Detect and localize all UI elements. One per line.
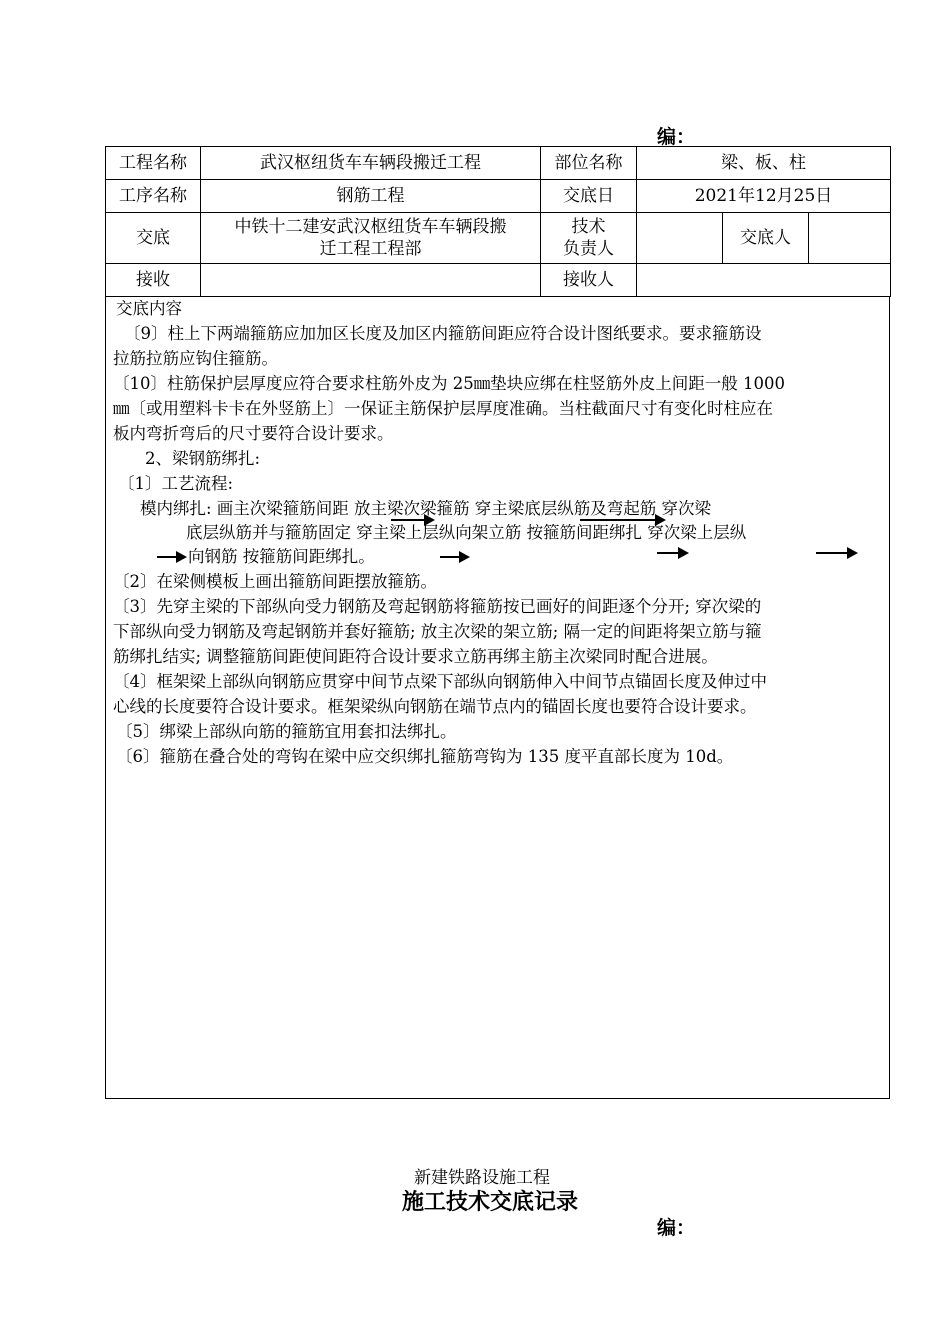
process-flow-line: 模内绑扎: 画主次梁箍筋间距 放主梁次梁箍筋 穿主梁底层纵筋及弯起筋 穿次梁 [140,499,712,518]
content-line: 〔3〕先穿主梁的下部纵向受力钢筋及弯起钢筋将箍筋按已画好的间距逐个分开; 穿次梁的 [113,597,762,616]
content-line: 〔6〕箍筋在叠合处的弯钩在梁中应交织绑扎箍筋弯钩为 135 度平直部长度为 10d。 [116,747,734,766]
content-line: 心线的长度要符合设计要求。框架梁纵向钢筋在端节点内的锚固长度也要符合设计要求。 [113,697,757,716]
part-name-value: 梁、板、柱 [637,147,891,180]
content-line: 〔10〕柱筋保护层厚度应符合要求柱筋外皮为 25㎜垫块应绑在柱竖筋外皮上间距一般 1000 [113,374,785,393]
content-line: 板内弯折弯后的尺寸要符合设计要求。 [113,424,394,443]
discloser-person-value [809,213,891,264]
discloser-person-label: 交底人 [723,213,809,264]
receiver-value [201,264,541,297]
content-line: 〔2〕在梁侧模板上画出箍筋间距摆放箍筋。 [113,572,437,591]
table-row [106,147,891,180]
project-name-value: 武汉枢纽货车车辆段搬迁工程 [201,147,541,180]
content-heading: 交底内容 [116,299,182,318]
process-flow-line: 向钢筋 按箍筋间距绑扎。 [188,547,375,566]
disclosure-date-label: 交底日 [541,180,637,213]
tech-lead-label-line2: 负责人 [563,239,614,259]
flow-arrow-icon [657,547,689,559]
tech-lead-label [541,213,637,264]
info-table [105,146,891,297]
receiver-person-value [637,264,891,297]
discloser-org-label: 交底 [106,213,201,264]
content-line: 2、梁钢筋绑扎: [145,449,261,468]
discloser-org-value [201,213,541,264]
tech-lead-value [637,213,723,264]
project-name-label: 工程名称 [106,147,201,180]
content-line: 〔9〕柱上下两端箍筋应加加区长度及加区内箍筋间距应符合设计图纸要求。要求箍筋设 [124,324,762,343]
content-line: ㎜〔或用塑料卡卡在外竖筋上〕一保证主筋保护层厚度准确。当柱截面尺寸有变化时柱应在 [113,399,773,418]
content-line: 〔4〕框架梁上部纵向钢筋应贯穿中间节点梁下部纵向钢筋伸入中间节点锚固长度及伸过中 [113,672,767,691]
discloser-org-line2: 迁工程工程部 [319,239,422,259]
process-name-value: 钢筋工程 [201,180,541,213]
receiver-person-label: 接收人 [541,264,637,297]
discloser-org-line1: 中铁十二建安武汉枢纽货车车辆段搬 [234,217,507,237]
content-line: 〔1〕工艺流程: [118,474,234,493]
footer-number-label: 编： [657,1217,696,1239]
flow-arrow-icon [157,551,187,563]
flow-arrow-icon [580,514,666,526]
process-name-label: 工序名称 [106,180,201,213]
table-row [106,180,891,213]
content-line: 下部纵向受力钢筋及弯起钢筋并套好箍筋; 放主次梁的架立筋; 隔一定的间距将架立筋与箍 [113,622,762,641]
footer-subtitle: 新建铁路设施工程 [414,1168,550,1188]
process-flow-line: 底层纵筋并与箍筋固定 穿主梁上层纵向架立筋 按箍筋间距绑扎 穿次梁上层纵 [186,523,747,542]
flow-arrow-icon [391,514,435,526]
footer-title: 施工技术交底记录 [402,1189,579,1215]
flow-arrow-icon [440,551,470,563]
table-row [106,213,891,264]
part-name-label: 部位名称 [541,147,637,180]
content-line: 拉筋拉筋应钩住箍筋。 [113,349,278,368]
content-line: 〔5〕绑梁上部纵向筋的箍筋宜用套扣法绑扎。 [116,722,457,741]
receiver-label: 接收 [106,264,201,297]
tech-lead-label-line1: 技术 [571,217,606,237]
table-row [106,264,891,297]
content-line: 筋绑扎结实; 调整箍筋间距使间距符合设计要求立筋再绑主筋主次梁同时配合进展。 [113,647,718,666]
disclosure-date-value: 2021年12月25日 [637,180,891,213]
header-number-label: 编： [657,126,696,148]
flow-arrow-icon [816,547,858,559]
